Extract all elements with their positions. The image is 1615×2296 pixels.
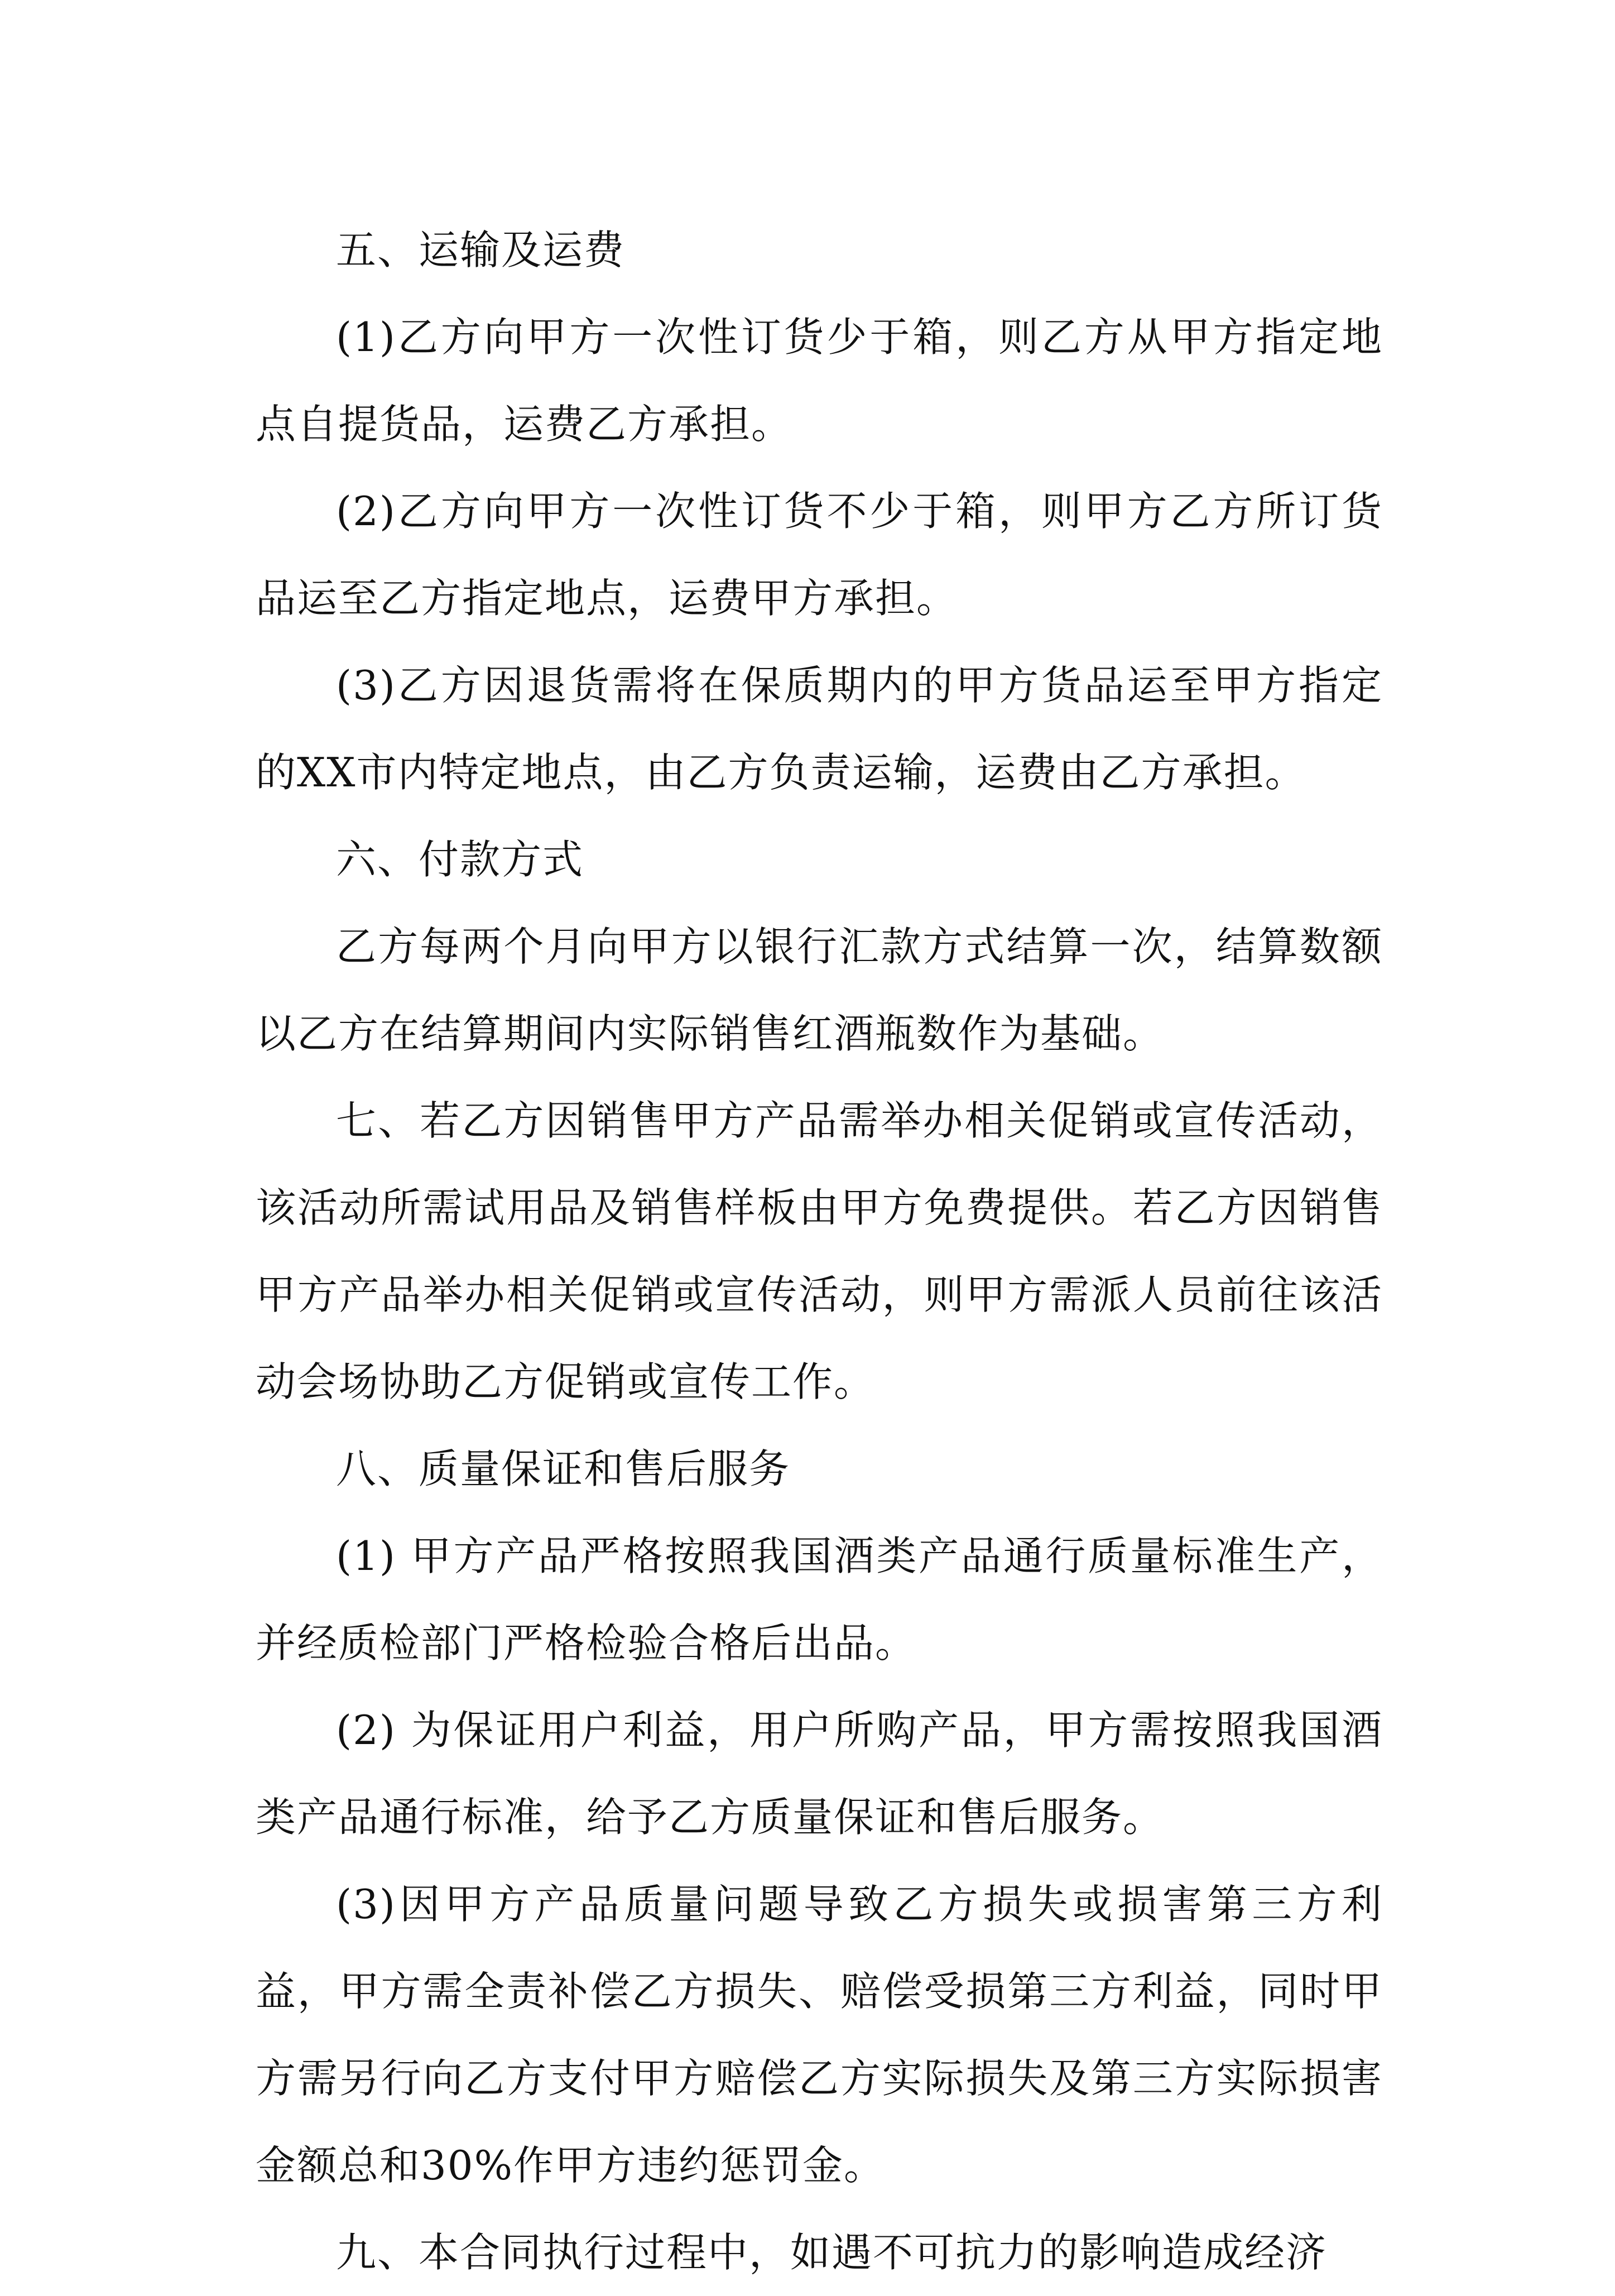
transport-clause-3: (3)乙方因退货需将在保质期内的甲方货品运至甲方指定的XX市内特定地点，由乙方负责运输，运费由乙方承担。 — [256, 662, 1383, 796]
quality-clause-3: (3)因甲方产品质量问题导致乙方损失或损害第三方利益，甲方需全责补偿乙方损失、赔偿受损第三方利益，同时甲方需另行向乙方支付甲方赔偿乙方实际损失及第三方实际损害金额总和30%作甲方违约惩罚金。 — [256, 1881, 1383, 2189]
promotion-clause: 七、若乙方因销售甲方产品需举办相关促销或宣传活动，该活动所需试用品及销售样板由甲方免费提供。若乙方因销售甲方产品举办相关促销或宣传活动，则甲方需派人员前往该活动会场协助乙方促销或宣传工作。 — [256, 1097, 1383, 1405]
force-majeure-clause: 九、本合同执行过程中，如遇不可抗力的影响造成经济 — [336, 2229, 1328, 2276]
quality-clause-1: (1) 甲方产品严格按照我国酒类产品通行质量标准生产，并经质检部门严格检验合格后出品。 — [256, 1533, 1383, 1666]
section-heading-transport: 五、运输及运费 — [336, 227, 626, 273]
document-body — [256, 206, 1383, 2296]
transport-clause-1: (1)乙方向甲方一次性订货少于箱，则乙方从甲方指定地点自提货品，运费乙方承担。 — [256, 314, 1383, 448]
transport-clause-2: (2)乙方向甲方一次性订货不少于箱，则甲方乙方所订货品运至乙方指定地点，运费甲方承担。 — [256, 488, 1383, 622]
payment-clause: 乙方每两个月向甲方以银行汇款方式结算一次，结算数额以乙方在结算期间内实际销售红酒瓶数作为基础。 — [256, 923, 1383, 1057]
section-heading-payment: 六、付款方式 — [336, 836, 584, 883]
section-heading-quality: 八、质量保证和售后服务 — [336, 1445, 791, 1492]
quality-clause-2: (2) 为保证用户利益，用户所购产品，甲方需按照我国酒类产品通行标准，给予乙方质量保证和售后服务。 — [256, 1707, 1383, 1841]
